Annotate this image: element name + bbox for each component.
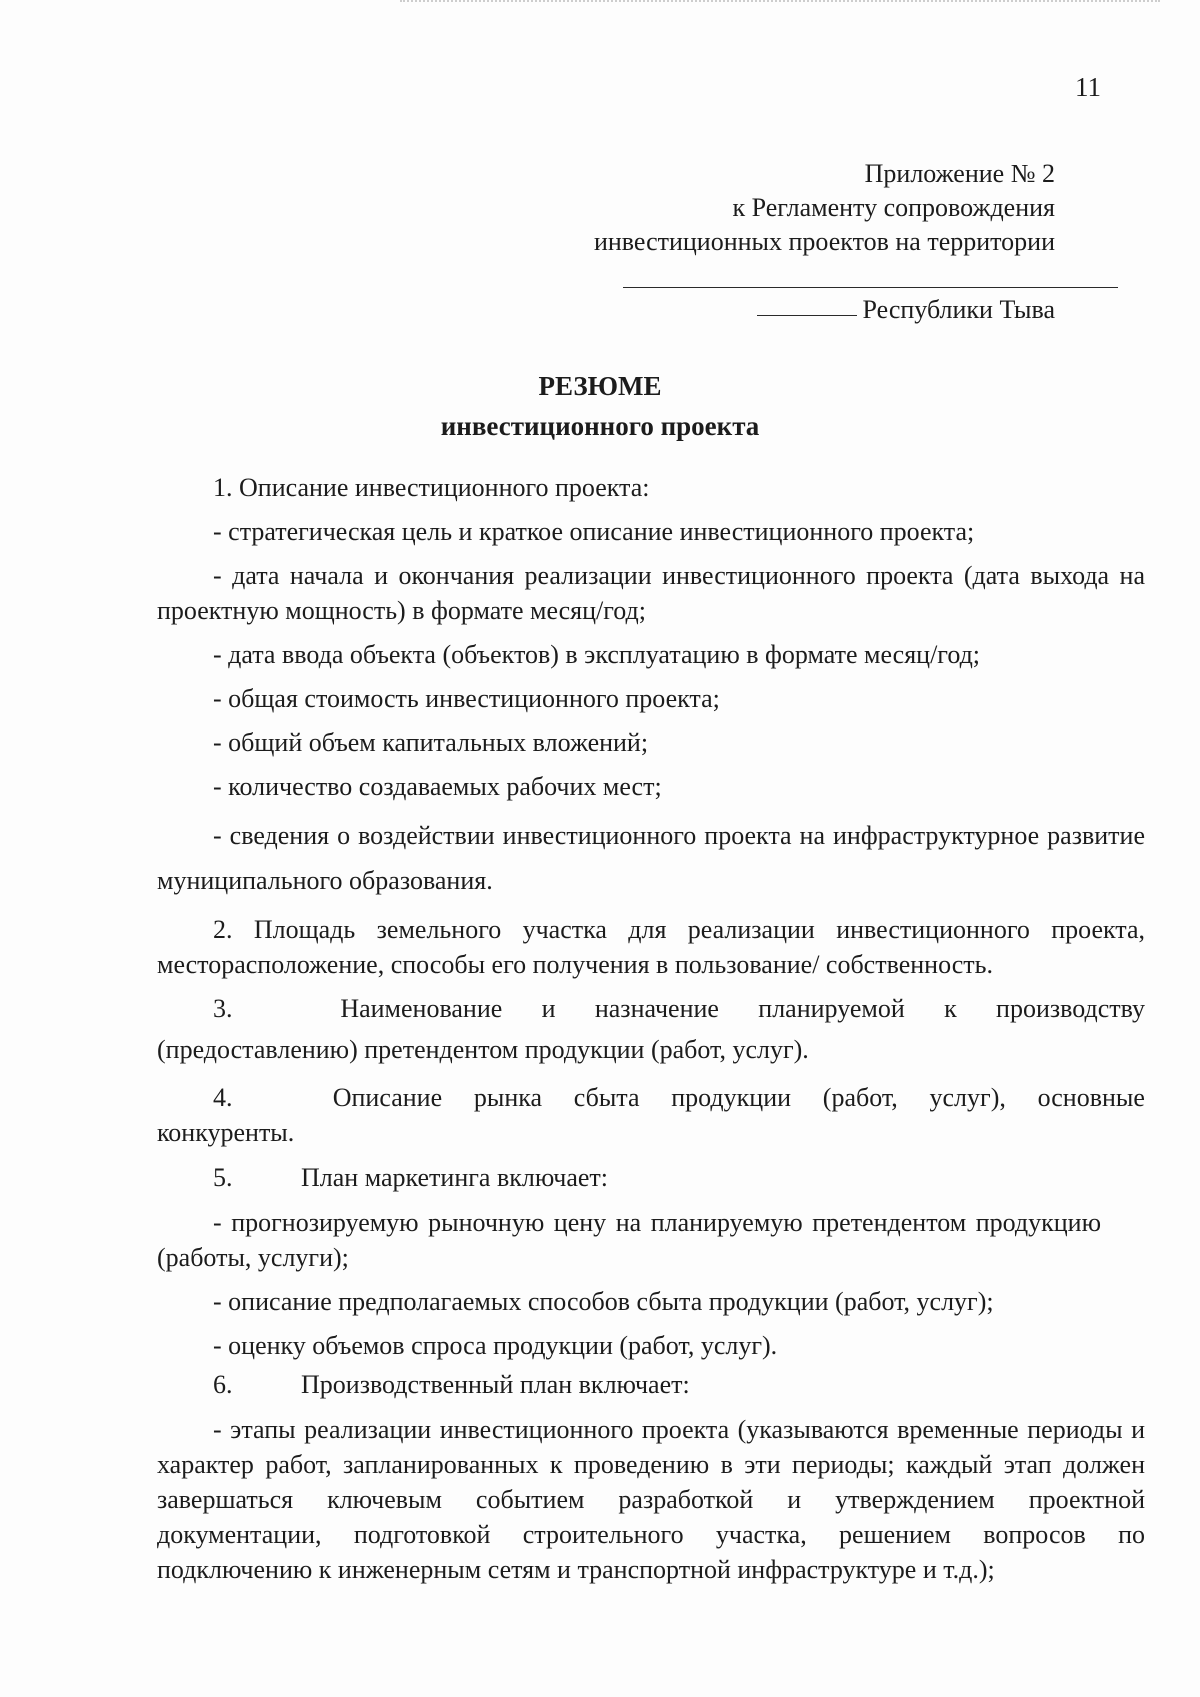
section-4-word: рынка	[473, 1083, 543, 1112]
section-3-number: 3.	[213, 994, 233, 1023]
section-3-word: к	[944, 994, 957, 1023]
section-4-number: 4.	[213, 1083, 233, 1112]
blank-line-long	[623, 287, 1118, 288]
section-6-text: Производственный план включает:	[301, 1370, 690, 1399]
section-1-heading: 1. Описание инвестиционного проекта:	[213, 473, 650, 502]
section-5-item-c: - оценку объемов спроса продукции (работ, услуг).	[213, 1331, 778, 1360]
section-1-item-g: - сведения о воздействии инвестиционного проекта на инфраструктурное развитие муниципального образования.	[157, 821, 1145, 895]
section-4-word: Описание	[332, 1083, 443, 1112]
section-5-text: План маркетинга включает:	[301, 1163, 608, 1192]
appendix-line-1: Приложение № 2	[864, 159, 1055, 188]
section-3-continuation: (предоставлению) претендентом продукции (работ, услуг).	[157, 1035, 809, 1064]
section-1-item-a: - стратегическая цель и краткое описание инвестиционного проекта;	[213, 517, 975, 546]
page-number: 11	[1075, 72, 1101, 102]
title-main: РЕЗЮМЕ	[538, 371, 662, 401]
section-4	[157, 1080, 1145, 1150]
section-3-word: Наименование	[340, 994, 503, 1023]
section-5-heading	[157, 1160, 1145, 1196]
section-5-number: 5.	[213, 1163, 233, 1192]
document-body	[157, 470, 1145, 1587]
appendix-line-4-wrap	[757, 293, 1055, 327]
section-4-word: (работ,	[822, 1083, 898, 1112]
title-sub: инвестиционного проекта	[440, 411, 760, 441]
section-4-word: услуг),	[929, 1083, 1006, 1112]
section-6-item-a: - этапы реализации инвестиционного проекта (указываются временные периоды и характер работ, запланированных к проведению в эти периоды; каждый этап должен завершаться ключевым событием разработкой и утверждением проектной документации, подготовкой строительного участка, решением вопросов по подключению к инженерным сетям и транспортной инфраструктуре и т.д.);	[157, 1415, 1145, 1584]
section-1-item-b: - дата начала и окончания реализации инвестиционного проекта (дата выхода на проектную мощность) в формате месяц/год;	[157, 561, 1145, 625]
section-3	[157, 991, 1145, 1072]
appendix-header	[594, 157, 1055, 259]
section-5-item-a: - прогнозируемую рыночную цену на планируемую претендентом продукцию (работы, услуги);	[157, 1208, 1101, 1272]
section-4-continuation: конкуренты.	[157, 1118, 295, 1147]
section-4-first-line	[157, 1080, 1145, 1116]
scan-artifact	[400, 0, 1160, 8]
section-4-word: продукции	[671, 1083, 792, 1112]
section-6-heading	[157, 1367, 1145, 1403]
section-3-word: назначение	[594, 994, 719, 1023]
section-2: 2. Площадь земельного участка для реализации инвестиционного проекта, месторасположение, способы его получения в пользование/ собственность.	[157, 915, 1145, 979]
section-5-item-b: - описание предполагаемых способов сбыта продукции (работ, услуг);	[213, 1287, 994, 1316]
appendix-line-4: Республики Тыва	[862, 295, 1055, 324]
section-3-first-line	[157, 991, 1145, 1027]
section-6-number: 6.	[213, 1370, 233, 1399]
section-1-item-c: - дата ввода объекта (объектов) в эксплуатацию в формате месяц/год;	[213, 640, 981, 669]
section-1-item-e: - общий объем капитальных вложений;	[213, 728, 649, 757]
appendix-line-2: к Регламенту сопровождения	[732, 193, 1055, 222]
document-title	[0, 366, 1200, 446]
section-3-word: планируемой	[758, 994, 905, 1023]
appendix-line-3: инвестиционных проектов на территории	[593, 227, 1055, 256]
blank-line-short	[757, 315, 857, 316]
section-4-word: основные	[1037, 1083, 1145, 1112]
section-3-word: производству	[996, 994, 1145, 1023]
section-3-word: и	[541, 994, 556, 1023]
section-1-item-f: - количество создаваемых рабочих мест;	[213, 772, 662, 801]
section-4-word: сбыта	[573, 1083, 640, 1112]
section-1-item-d: - общая стоимость инвестиционного проекта;	[213, 684, 720, 713]
